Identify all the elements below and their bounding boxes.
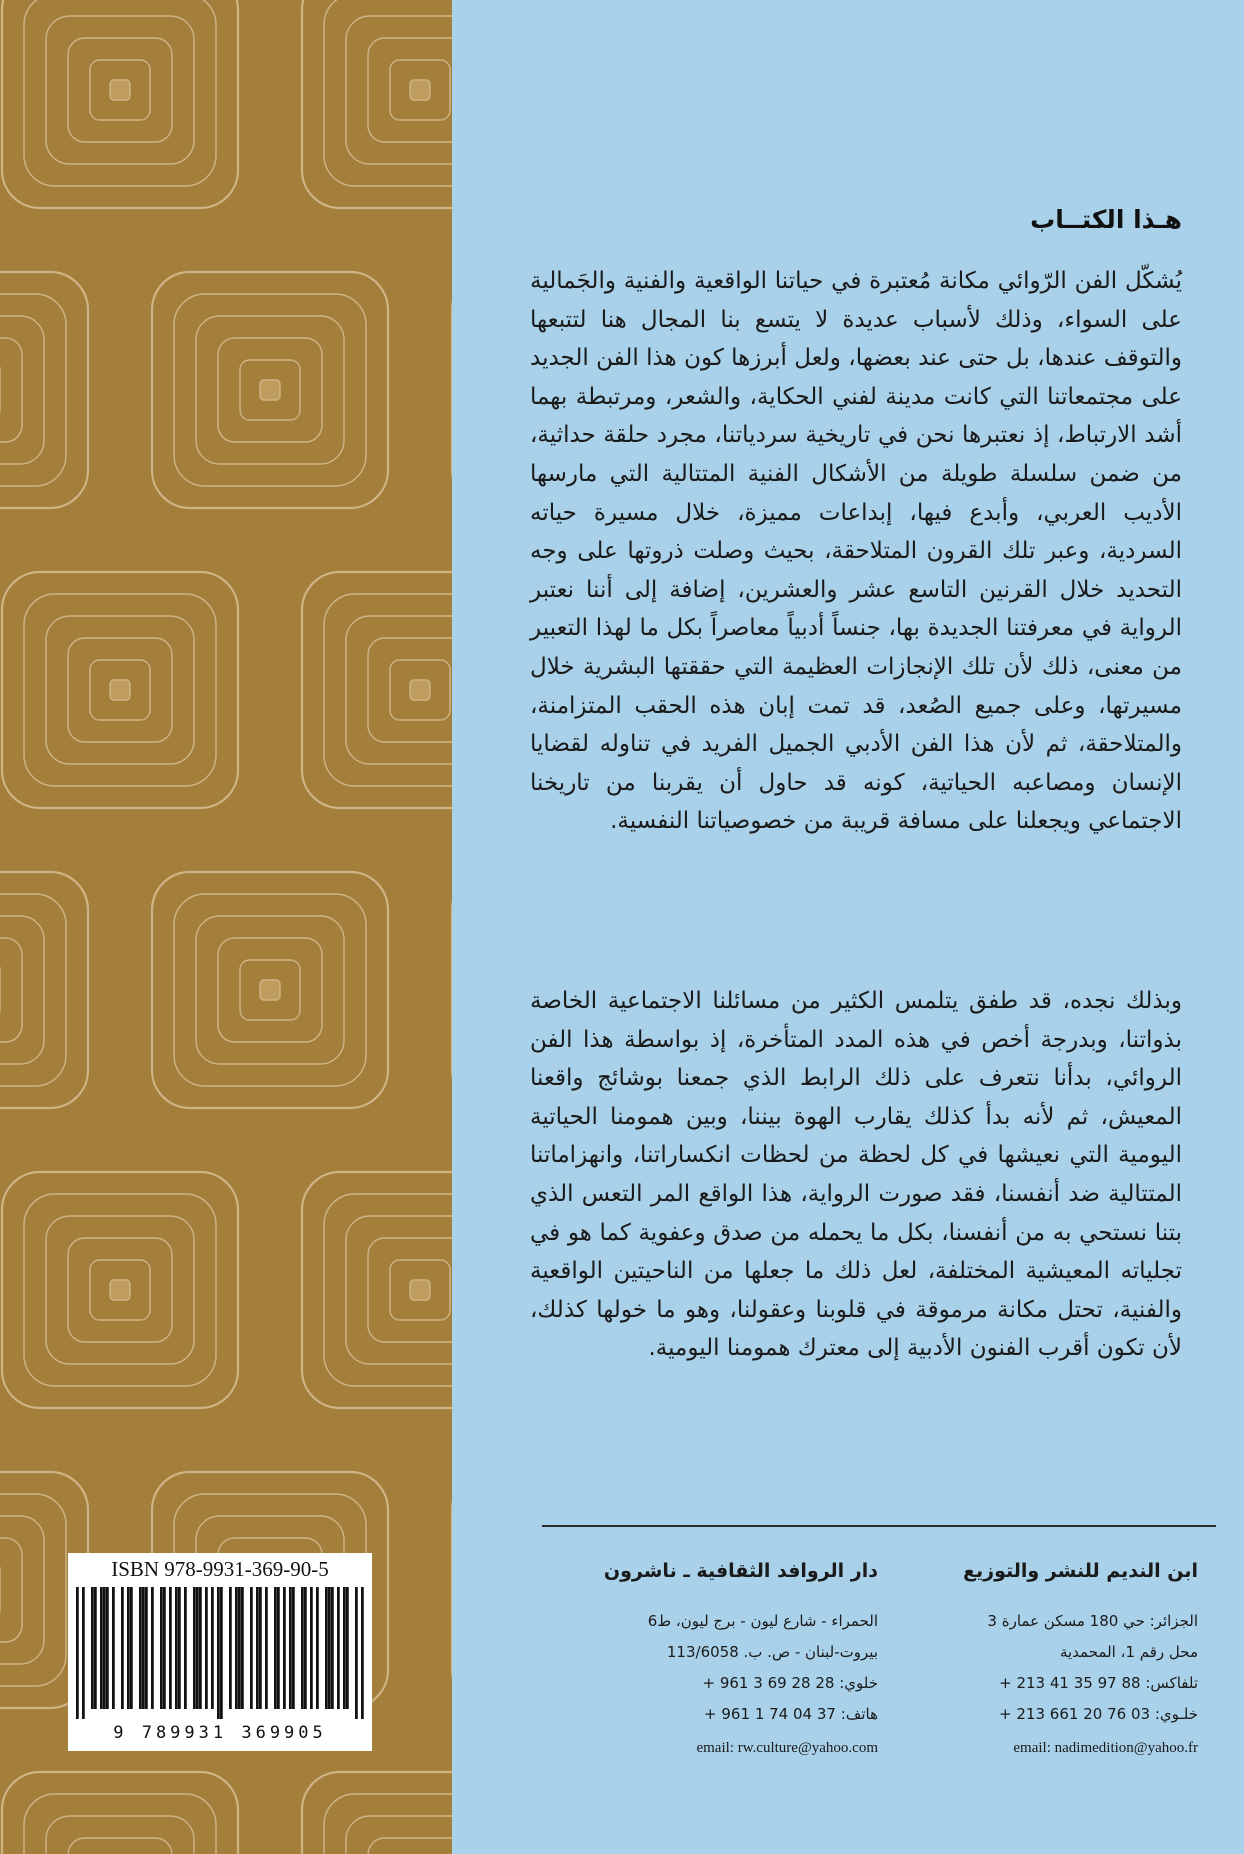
barcode-bar bbox=[355, 1587, 358, 1719]
barcode-bar bbox=[265, 1587, 268, 1709]
barcode-bar bbox=[82, 1587, 85, 1719]
barcode-bar bbox=[310, 1587, 313, 1709]
isbn-label: ISBN 978-9931-369-90-5 bbox=[111, 1557, 329, 1581]
barcode-bar bbox=[169, 1587, 172, 1709]
barcode-bar bbox=[304, 1587, 307, 1709]
pattern-square bbox=[0, 338, 22, 442]
publisher-name: دار الروافد الثقافية ـ ناشرون bbox=[603, 1560, 878, 1582]
blurb-paragraph-1: يُشكّل الفن الرّوائي مكانة مُعتبرة في حياتنا الواقعية والفنية والجَمالية على السواء، وذلك لأسباب عديدة لا يتسع بنا المجال هنا لتتبعها والتوقف عندها، بل حتى عند بعضها، ولعل أبرزها كون هذا الفن الجديد على مجتمعاتنا التي كانت مدينة لفني الحكاية، والشعر، ومرتبطة بهما أشد الارتباط، إذ نعتبرها نحن في تاريخية سردياتنا، مجرد حلقة حداثية، من ضمن سلسلة طويلة من الأشكال الفنية المتتالية التي مارسها الأديب العربي، وأبدع فيها، إبداعات مميزة، خلال مسيرة حياته السردية، وعبر تلك القرون المتلاحقة، بحيث وصلت ذروتها على وجه التحديد خلال القرنين التاسع عشر والعشرين، إضافة إلى أننا نعتبر الرواية في معرفتنا الجديدة بها، جنساً أدبياً معاصراً بكل ما لهذا التعبير من معنى، ذلك لأن تلك الإنجازات العظيمة التي حققتها البشرية خلال مسيرتها، وعلى جميع الصُعد، قد تمت إبان هذه الحقب المتزامنة، والمتلاحقة، ثم لأن هذا الفن الأدبي الجميل الفريد في تناوله لقضايا الإنسان ومصاعبه الحياتية، كونه قد حاول أن يقربنا من تاريخنا الاجتماعي ويجعلنا على مسافة قريبة من خصوصياتنا النفسية. bbox=[530, 268, 1182, 835]
publisher-address-line: محل رقم 1، المحمدية bbox=[1059, 1643, 1198, 1661]
barcode-bar bbox=[289, 1587, 292, 1709]
pattern-square bbox=[410, 80, 430, 100]
barcode-bar bbox=[325, 1587, 328, 1709]
pattern-square bbox=[110, 1280, 130, 1300]
barcode-bar bbox=[121, 1587, 124, 1709]
barcode-bar bbox=[130, 1587, 133, 1709]
barcode-bar bbox=[337, 1587, 340, 1709]
pattern-square bbox=[346, 1816, 452, 1854]
pattern-square bbox=[410, 1280, 430, 1300]
pattern-square bbox=[260, 980, 280, 1000]
barcode-bar bbox=[160, 1587, 163, 1709]
barcode-bar bbox=[229, 1587, 232, 1709]
barcode-bar bbox=[178, 1587, 181, 1709]
barcode-bar bbox=[274, 1587, 277, 1709]
barcode-bars bbox=[76, 1587, 364, 1719]
barcode-bar bbox=[217, 1587, 220, 1719]
barcode-bar bbox=[361, 1587, 364, 1719]
barcode-bar bbox=[127, 1587, 130, 1709]
barcode-bar bbox=[277, 1587, 280, 1709]
barcode-bar bbox=[292, 1587, 295, 1709]
publisher-email: email: rw.culture@yahoo.com bbox=[696, 1740, 878, 1756]
publisher-address-line: الجزائر: حي 180 مسكن عمارة 3 bbox=[987, 1612, 1198, 1630]
pattern-square bbox=[324, 0, 452, 186]
barcode-digits: 9 789931 369905 bbox=[113, 1723, 327, 1743]
pattern-square bbox=[0, 1538, 22, 1642]
barcode-bar bbox=[199, 1587, 202, 1709]
barcode-bar bbox=[112, 1587, 115, 1709]
publisher-block-rawafed bbox=[558, 1560, 878, 1757]
pattern-square bbox=[68, 1838, 172, 1854]
barcode-bar bbox=[184, 1587, 187, 1709]
barcode-bar bbox=[175, 1587, 178, 1709]
barcode-bar bbox=[211, 1587, 214, 1709]
barcode-bar bbox=[343, 1587, 346, 1709]
pattern-square bbox=[260, 380, 280, 400]
barcode-bar bbox=[259, 1587, 262, 1709]
barcode-bar bbox=[283, 1587, 286, 1709]
barcode-bar bbox=[145, 1587, 148, 1709]
pattern-square bbox=[110, 80, 130, 100]
publisher-address-line: بيروت-لبنان - ص. ب. 113/6058 bbox=[666, 1643, 878, 1661]
barcode-bar bbox=[205, 1587, 208, 1709]
publisher-phone-line: خلـوي: 03 76 20 661 213 + bbox=[999, 1705, 1198, 1723]
barcode-bar bbox=[163, 1587, 166, 1709]
barcode-bar bbox=[91, 1587, 94, 1709]
isbn-barcode bbox=[68, 1553, 372, 1751]
barcode-bar bbox=[316, 1587, 319, 1709]
pattern-square bbox=[0, 294, 66, 486]
barcode-bar bbox=[250, 1587, 253, 1709]
blurb-paragraph-2: وبذلك نجده، قد طفق يتلمس الكثير من مسائلنا الاجتماعية الخاصة بذواتنا، وبدرجة أخص في هذه المدد المتأخرة، إذ بواسطة هذا الفن الروائي، بدأنا نتعرف على ذلك الرابط الذي جمعنا بوشائج واقعنا المعيش، ثم لأنه بدأ كذلك يقارب الهوة بيننا، وبين همومنا الحياتية اليومية التي نعيشها في كل لحظة من لحظات انكساراتنا، وانهزاماتنا المتتالية ضد أنفسنا، فقد صورت الرواية، هذا الواقع المر التعس الذي بتنا نستحي به من أنفسنا، بكل ما يحمله من صدق وعفوية كما هو في تجلياته المعيشية المختلفة، لعل ذلك ما جعلها من الناحيتين الواقعية والفنية، تحتل مكانة مرموقة في قلوبنا وعقولنا، وهو ما خولها كذلك، لأن تكون أقرب الفنون الأدبية إلى معترك همومنا اليومية. bbox=[530, 988, 1182, 1362]
pattern-square bbox=[0, 938, 22, 1042]
barcode-bar bbox=[238, 1587, 241, 1709]
barcode-bar bbox=[220, 1587, 223, 1719]
barcode-bar bbox=[94, 1587, 97, 1709]
pattern-square bbox=[110, 680, 130, 700]
publisher-address-line: الحمراء - شارع ليون - برج ليون، ط6 bbox=[647, 1612, 878, 1630]
pattern-square bbox=[46, 1816, 194, 1854]
section-title: هـذا الكتــاب bbox=[1030, 205, 1182, 234]
pattern-square bbox=[2, 0, 238, 208]
barcode-bar bbox=[346, 1587, 349, 1709]
barcode-bar bbox=[328, 1587, 331, 1709]
pattern-square bbox=[0, 894, 66, 1086]
pattern-square bbox=[0, 1494, 66, 1686]
barcode-bar bbox=[139, 1587, 142, 1709]
barcode-bar bbox=[235, 1587, 238, 1709]
barcode-bar bbox=[106, 1587, 109, 1709]
barcode-bar bbox=[193, 1587, 196, 1709]
publisher-phone-line: هاتف: 37 04 74 1 961 + bbox=[704, 1705, 878, 1723]
pattern-square bbox=[368, 1838, 452, 1854]
barcode-bar bbox=[256, 1587, 259, 1709]
publisher-email: email: nadimedition@yahoo.fr bbox=[1013, 1740, 1198, 1756]
barcode-bar bbox=[142, 1587, 145, 1709]
pattern-square bbox=[410, 680, 430, 700]
publisher-name: ابن النديم للنشر والتوزيع bbox=[963, 1560, 1198, 1582]
barcode-bar bbox=[196, 1587, 199, 1709]
barcode-bar bbox=[241, 1587, 244, 1709]
publisher-phone-line: تلفاكس: 88 97 35 41 213 + bbox=[999, 1674, 1198, 1692]
pattern-square bbox=[324, 594, 452, 786]
barcode-bar bbox=[103, 1587, 106, 1709]
back-cover-text-panel bbox=[452, 0, 1244, 1854]
pattern-square bbox=[324, 1194, 452, 1386]
barcode-bar bbox=[151, 1587, 154, 1709]
barcode-bar bbox=[331, 1587, 334, 1709]
publisher-divider bbox=[542, 1525, 1216, 1527]
pattern-square bbox=[324, 1794, 452, 1854]
pattern-square bbox=[2, 1772, 238, 1854]
publisher-block-ibn-nadim bbox=[898, 1560, 1198, 1757]
publisher-phone-line: خلوي: 28 28 69 3 961 + bbox=[702, 1674, 878, 1692]
barcode-bar bbox=[100, 1587, 103, 1709]
barcode-bar bbox=[76, 1587, 79, 1719]
barcode-bar bbox=[301, 1587, 304, 1709]
